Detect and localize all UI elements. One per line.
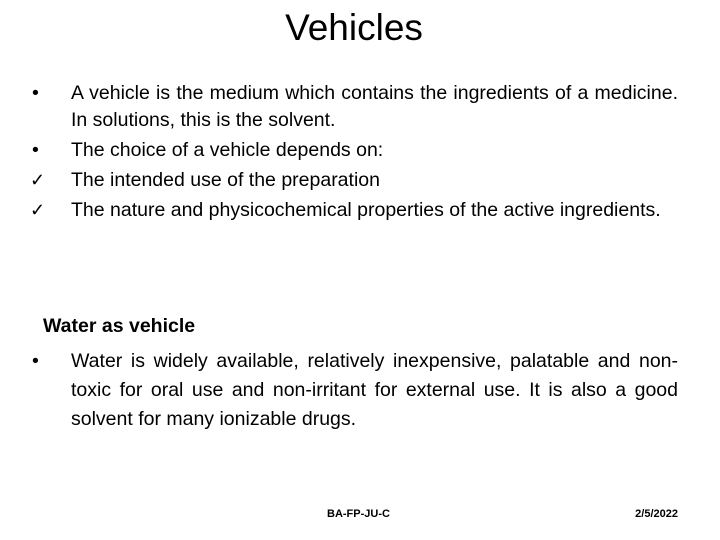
checklist-item xyxy=(30,197,678,224)
bullet-text: The intended use of the preparation xyxy=(71,169,380,191)
footer-date: 2/5/2022 xyxy=(635,508,678,520)
bullet-marker: • xyxy=(32,139,39,161)
bullet-item xyxy=(30,80,678,134)
checkmark-icon: ✓ xyxy=(30,200,46,220)
checkmark-icon: ✓ xyxy=(30,170,46,190)
bullet-text: The nature and physicochemical properties of the active ingredients. xyxy=(71,199,661,221)
bullet-marker: • xyxy=(32,82,39,104)
bullet-item xyxy=(30,137,678,164)
slide-title: Vehicles xyxy=(285,7,423,48)
footer-label: BA-FP-JU-C xyxy=(327,508,390,520)
bullet-list xyxy=(30,80,678,227)
bullet-text: The choice of a vehicle depends on: xyxy=(71,139,384,161)
bullet-text: Water is widely available, relatively inexpensive, palatable and non-toxic for oral use and non-irritant for external use. It is also a good solvent for many ionizable drugs. xyxy=(71,350,678,430)
checklist-item xyxy=(30,167,678,194)
bullet-item xyxy=(30,347,678,434)
section-heading: Water as vehicle xyxy=(43,315,196,337)
bullet-text: A vehicle is the medium which contains the ingredients of a medicine. In solutions, this is the solvent. xyxy=(71,82,678,131)
section-bullet-list xyxy=(30,347,678,434)
bullet-marker: • xyxy=(32,350,39,372)
